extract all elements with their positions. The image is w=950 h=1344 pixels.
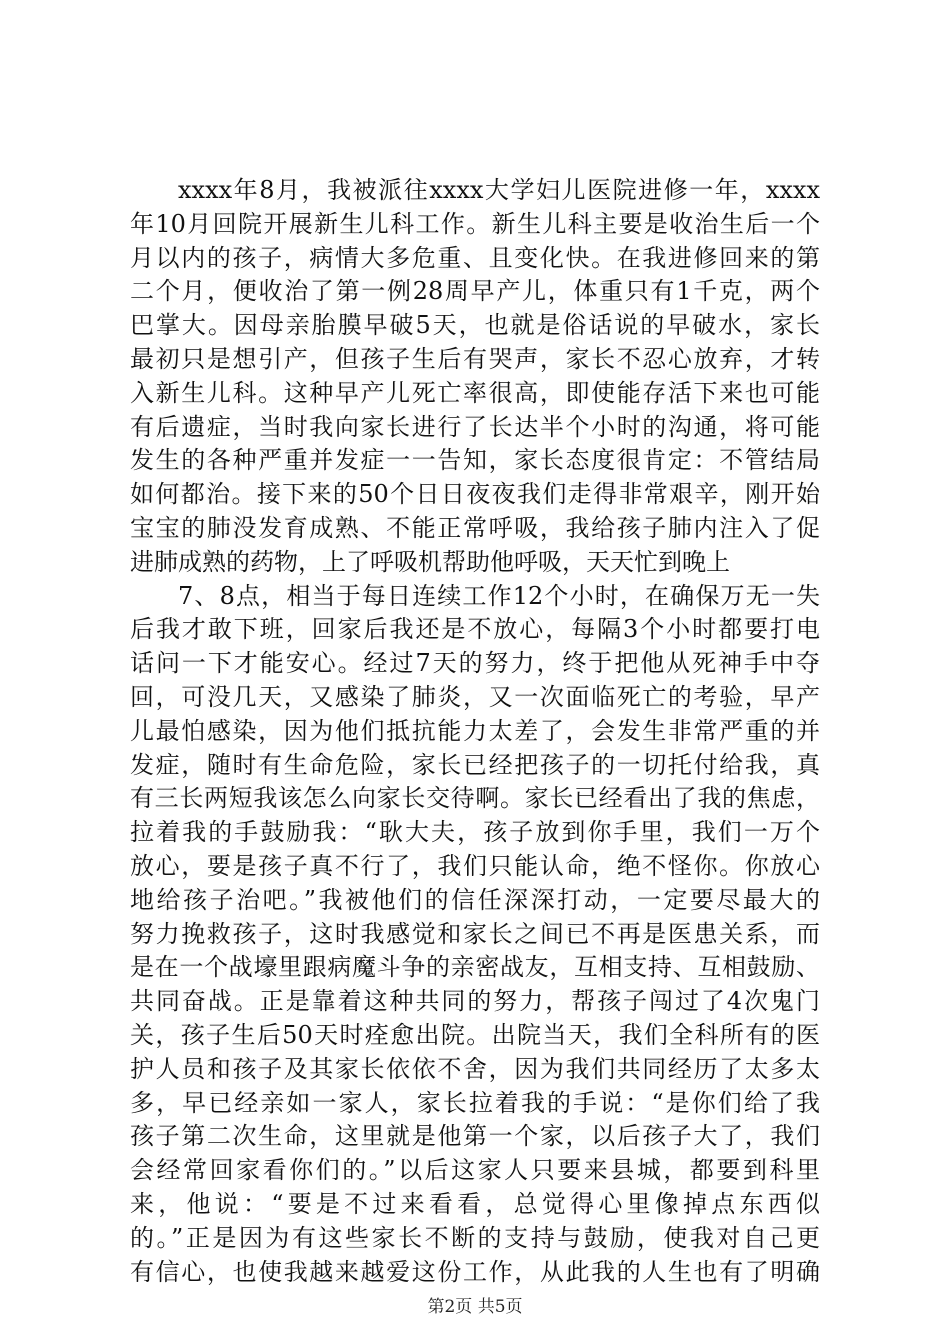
text-line: 年10月回院开展新生儿科工作。新生儿科主要是收治生后一个 — [130, 209, 820, 238]
text-line: 努力挽救孩子，这时我感觉和家长之间已不再是医患关系，而 — [130, 919, 820, 948]
text-line: 有后遗症，当时我向家长进行了长达半个小时的沟通，将可能 — [130, 412, 820, 441]
text-line: 多，早已经亲如一家人，家长拉着我的手说：“是你们给了我 — [130, 1088, 820, 1117]
text-line: 的。”正是因为有这些家长不断的支持与鼓励，使我对自己更 — [130, 1223, 820, 1252]
text-line: 话问一下才能安心。经过7天的努力，终于把他从死神手中夺 — [130, 649, 820, 678]
text-line: 回，可没几天，又感染了肺炎，又一次面临死亡的考验，早产 — [130, 682, 820, 711]
text-line: 巴掌大。因母亲胎膜早破5天，也就是俗话说的早破水，家长 — [130, 311, 820, 340]
text-line: 有信心，也使我越来越爱这份工作，从此我的人生也有了明确 — [130, 1257, 820, 1286]
text-line: 有三长两短我该怎么向家长交待啊。家长已经看出了我的焦虑， — [130, 784, 820, 813]
text-line: 是在一个战壕里跟病魔斗争的亲密战友，互相支持、互相鼓励、 — [130, 953, 820, 982]
text-line: 月以内的孩子，病情大多危重、且变化快。在我进修回来的第 — [130, 243, 820, 272]
text-line: 放心，要是孩子真不行了，我们只能认命，绝不怪你。你放心 — [130, 851, 820, 880]
text-line: 共同奋战。正是靠着这种共同的努力，帮孩子闯过了4次鬼门 — [130, 987, 820, 1016]
text-line: 关，孩子生后50天时痊愈出院。出院当天，我们全科所有的医 — [130, 1020, 820, 1049]
text-line: 后我才敢下班，回家后我还是不放心，每隔3个小时都要打电 — [130, 615, 820, 644]
text-line: 来，他说：“要是不过来看看，总觉得心里像掉点东西似 — [130, 1189, 820, 1218]
text-line: 发生的各种严重并发症一一告知，家长态度很肯定：不管结局 — [130, 446, 820, 475]
text-line: 拉着我的手鼓励我：“耿大夫，孩子放到你手里，我们一万个 — [130, 818, 820, 847]
text-line: 地给孩子治吧。”我被他们的信任深深打动，一定要尽最大的 — [130, 885, 820, 914]
text-line: 发症，随时有生命危险，家长已经把孩子的一切托付给我，真 — [130, 750, 820, 779]
text-line: 儿最怕感染，因为他们抵抗能力太差了，会发生非常严重的并 — [130, 716, 820, 745]
text-line: 入新生儿科。这种早产儿死亡率很高，即使能存活下来也可能 — [130, 378, 820, 407]
text-line: 二个月，便收治了第一例28周早产儿，体重只有1千克，两个 — [130, 277, 820, 306]
text-line: 孩子第二次生命，这里就是他第一个家，以后孩子大了，我们 — [130, 1122, 820, 1151]
text-line: 进肺成熟的药物，上了呼吸机帮助他呼吸，天天忙到晚上 — [130, 547, 730, 576]
text-line: 如何都治。接下来的50个日日夜夜我们走得非常艰辛，刚开始 — [130, 480, 820, 509]
text-line: 护人员和孩子及其家长依依不舍，因为我们共同经历了太多太 — [130, 1054, 820, 1083]
text-line: 宝宝的肺没发育成熟、不能正常呼吸，我给孩子肺内注入了促 — [130, 513, 820, 542]
text-line: 最初只是想引产，但孩子生后有哭声，家长不忍心放弃，才转 — [130, 344, 820, 373]
page-number-footer: 第2页 共5页 — [427, 1297, 523, 1317]
text-line: 7、8点，相当于每日连续工作12个小时，在确保万无一失 — [178, 581, 820, 610]
document-body — [130, 174, 820, 1289]
text-line: xxxx年8月，我被派往xxxx大学妇儿医院进修一年，xxxx — [178, 176, 820, 204]
text-line: 会经常回家看你们的。”以后这家人只要来县城，都要到科里 — [130, 1156, 820, 1185]
